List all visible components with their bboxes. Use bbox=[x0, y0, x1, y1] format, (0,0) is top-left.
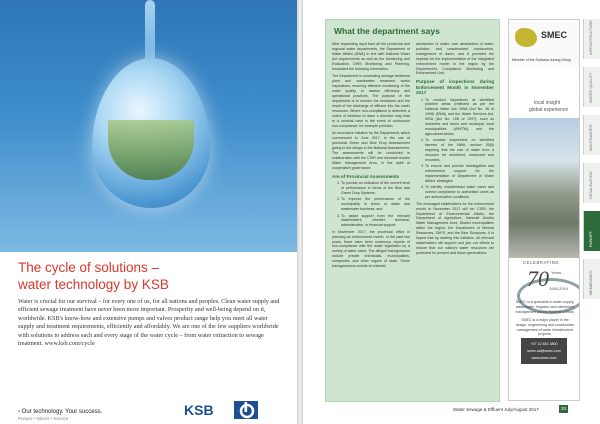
treatment-plant-photo bbox=[509, 118, 579, 258]
article-list-item: 4. To identify unauthorised water users and correct compliance to authorised users as per authorisation conditions. bbox=[425, 185, 494, 200]
article-paragraph: In November 2017, the provincial office is planning an enforcement month. In the past two years, there have been numerous reports of non-compliance with the water legislation by a variety of water users. The alleged transgressors include private individuals, municipalities, companies, and other organs of state. These transgressions consist of unlawful bbox=[332, 229, 410, 269]
smec-years-label: Years bbox=[551, 270, 562, 275]
smec-web: www.smec.com bbox=[531, 356, 557, 360]
page-footer: Water Sewage & Effluent July/August 2017 bbox=[453, 407, 539, 412]
article-list-item: 2. To conduct inspections on identified farmers of the NWA, section 35(6) requiring that the use of water from a resource be monitored, measured and recorded; bbox=[425, 138, 494, 163]
smec-contact-box bbox=[521, 338, 567, 364]
smec-celebrating: CELEBRATING bbox=[523, 260, 560, 265]
article-numbered-list bbox=[416, 98, 494, 201]
smec-phone: +27 12 481 3800 bbox=[530, 342, 558, 346]
section-tab-label: MEMBRANES bbox=[589, 270, 593, 295]
article-paragraph: After requesting input from all the provincial and regional water departments, the Department of Water Affairs (DWA) in line with National Water Act requirements as well as the Monitoring and Evaluation, DWS Monitoring and Planning, forwarded the following information. bbox=[332, 42, 410, 71]
smec-seventy: 70 bbox=[527, 266, 549, 291]
smec-header bbox=[509, 20, 579, 68]
smec-tagline-2: global experience bbox=[529, 107, 569, 113]
section-tab-label: WASTEWATER bbox=[589, 124, 593, 151]
article-page bbox=[303, 0, 600, 424]
article-subheading: Purpose of inspections during Enforcement Month in November 2017 bbox=[416, 79, 494, 96]
smec-advert bbox=[508, 19, 580, 401]
smec-logo-text: SMEC bbox=[541, 30, 568, 40]
section-tab-label: DESALINATION bbox=[589, 171, 593, 199]
smec-years-range: 1949-2019 bbox=[549, 286, 569, 291]
article-list-item: 2. To improve the performance of the municipality in terms of water and wastewater business; and bbox=[341, 197, 410, 212]
page-number: 33 bbox=[560, 406, 566, 411]
section-tab-infrastructure[interactable] bbox=[583, 19, 600, 59]
section-tab-wastewater[interactable] bbox=[583, 115, 600, 155]
article-paragraph: An innovative initiative by the Department, which commenced in June 2017, is the use of provincial Green and Blue Drop Assessments giving to the delays in the National Assessments. The assessments will be conducted in collaboration with the CSIR and Inkomati Usuthu Water Management Area, in the spirit of cooperative governance. bbox=[332, 131, 410, 170]
water-drip bbox=[145, 0, 155, 62]
article-title: What the department says bbox=[334, 26, 440, 36]
water-drop-photo bbox=[0, 0, 297, 252]
article-list-item: 1. To conduct inspections at identified problem areas (reflected as per the National Water Act, NWA (Act No. 36 of 1998) (NWA) and the Water Services Act, WSA (Act No. 108 of 1997), such as industries and farms and municipal, local municipalities (WWTW), and the agricultural sector; bbox=[425, 98, 494, 137]
article-subheading: Are of Provincial Assessments bbox=[332, 173, 400, 179]
article-list-item: 3. To ensure and provide investigation and enforcement support for the implementation of Department of Water Affairs' strategies; bbox=[425, 164, 494, 184]
section-tab-label: INFRASTRUCTURE bbox=[589, 20, 593, 55]
section-tab-label: WATER QUALITY bbox=[589, 72, 593, 103]
ksb-logo-icon bbox=[232, 400, 272, 420]
ksb-advert-page bbox=[0, 0, 297, 424]
smec-email: smec.sa@smec.com bbox=[527, 349, 561, 353]
smec-tagline-1: local insight bbox=[534, 100, 561, 106]
section-tab-label: RUNOFF bbox=[589, 231, 593, 247]
section-tab-runoff[interactable] bbox=[583, 211, 600, 251]
article-box bbox=[325, 19, 500, 402]
ksb-logo-text: KSB bbox=[184, 402, 214, 418]
article-paragraph: The Department is conducting sewage treatment plant and wastewater treatment works inspections, ensuring effective monitoring of the water quality, to assess efficiency and operational practices. The purpose of the department is to monitor the emissions and the result of the discharge of effluent into the water resources. Where non-compliance is detected, a notice of intention to issue a directive may lead to a criminal case in the event of continuous non-compliance, for example pollution. bbox=[332, 74, 410, 128]
section-tab-water-quality[interactable] bbox=[583, 67, 600, 107]
australia-map-icon bbox=[515, 28, 537, 47]
article-column-2 bbox=[416, 42, 494, 259]
section-tab-membranes[interactable] bbox=[583, 259, 600, 299]
ad-body-text: Water is crucial for our survival – for every one of us, for all nations and peoples. Clean water supply and efficient sewage treatment have never been more important. Prosperity and well-being depend on it, worldwide. KSB's know-how and extensive pumps and valves product range help you meet all water supply and treatment requirements, efficiently and affordably. We are one of the few suppliers worldwide with solutions to address each and every stage of the water cycle – from water extraction to sewage treatment. www.ksb.com/cycle bbox=[18, 298, 280, 348]
smec-text-2: SMEC is a major player in the design, engineering and construction management of water infrastructure projects. bbox=[515, 318, 575, 337]
article-paragraph: abstraction of water, over abstraction of water, pollution, and unauthorised construction, enlargement of dams, and it provided the impetus for the implementation of the Integrated enforcement month in the region by the Department's Compliance Monitoring and Enforcement Unit. bbox=[416, 42, 494, 76]
article-list-item: 1. To provide an indication of the current level of performance in terms of the Blue and Green Drop Systems; bbox=[341, 181, 410, 196]
article-column-1 bbox=[332, 42, 410, 272]
ad-title-line2: water technology by KSB bbox=[18, 277, 169, 292]
ad-slogan-sub: Pumps • Valves • Service bbox=[18, 416, 69, 421]
smec-text-1: SMEC is a specialist in water supply, wastewater, irrigation and catchment management across Southern Africa. bbox=[515, 300, 575, 314]
smec-member-line: Member of the Surbana Jurong Group bbox=[512, 58, 572, 62]
ad-slogan: › Our technology. Your success. bbox=[18, 409, 103, 415]
section-tab-desalination[interactable] bbox=[583, 163, 600, 203]
article-list-item: 3. To assist support from the relevant stakeholders, whether technical, administrative, or financial support. bbox=[341, 214, 410, 229]
article-paragraph: The envisaged stakeholders for the enforcement month in November 2017 will be: CSIR, the Department of Environmental Affairs, the Department of Agriculture, Inkomati Usuthu Water Management Area, District municipalities within the region, the Department of Mineral Resources, SAPS, and the Blue Scorpions. It is hoped that by starting this initiative, all relevant stakeholders will support and join our efforts to ensure that our nation's water resources are protected for present and future generations. bbox=[416, 201, 494, 255]
article-numbered-list bbox=[332, 181, 410, 228]
ad-title-line1: The cycle of solutions – bbox=[18, 260, 160, 275]
